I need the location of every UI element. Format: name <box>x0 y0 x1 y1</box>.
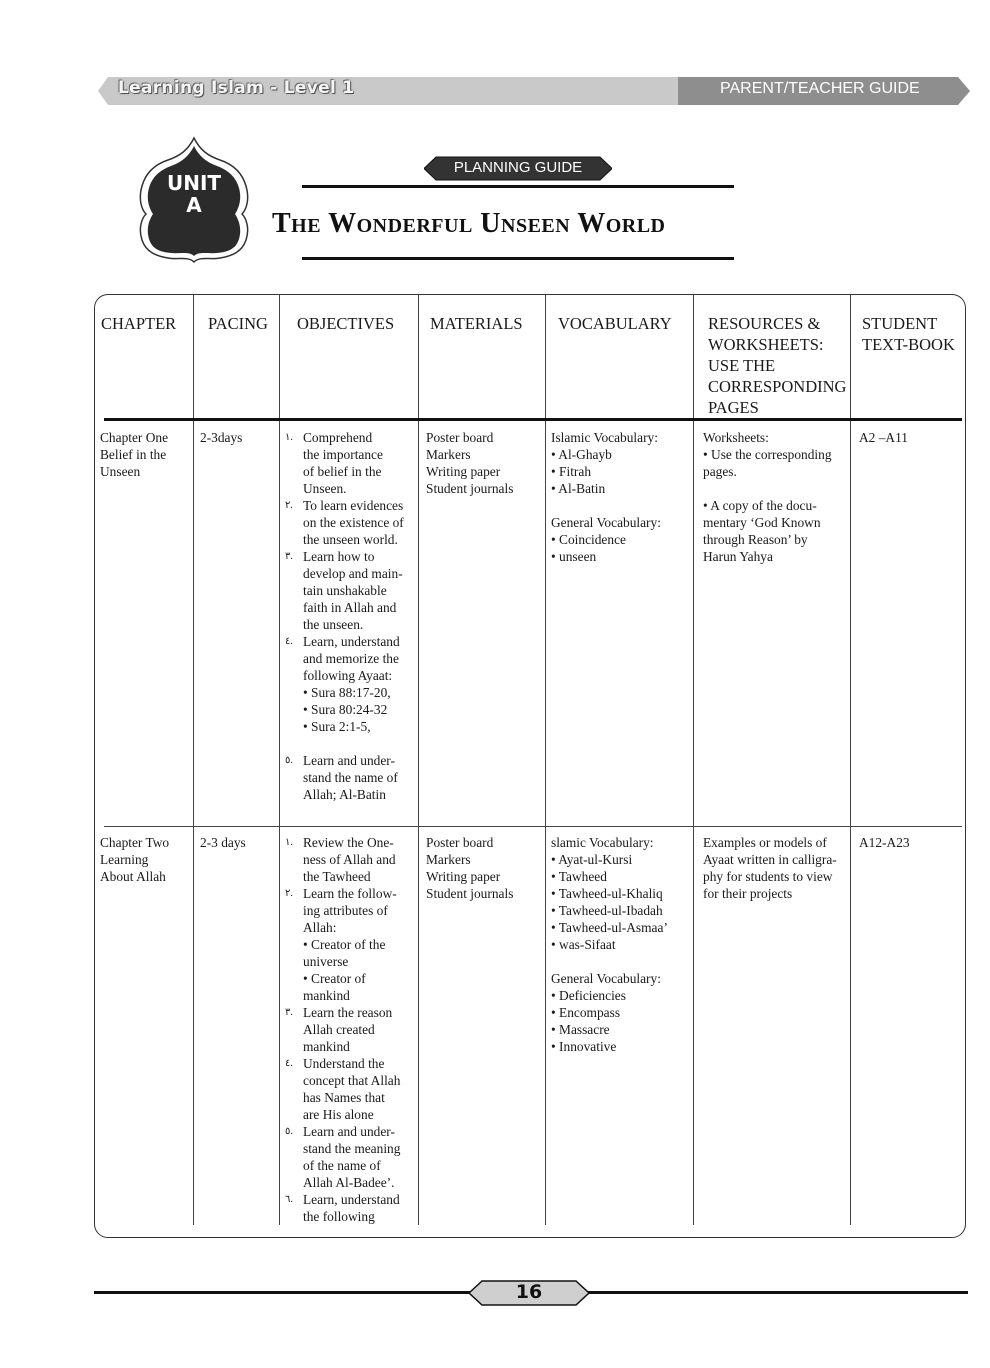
objective-item: ١. Review the One- ness of Allah and the Tawheed <box>285 835 396 884</box>
col-divider <box>418 295 419 1225</box>
page-title: The Wonderful Unseen World <box>272 208 666 239</box>
header-student-textbook: STUDENT TEXT-BOOK <box>862 314 955 354</box>
col-divider <box>693 295 694 1225</box>
objective-item: ٥. Learn and under- stand the meaning of the name of Allah Al-Badee’. <box>285 1124 401 1190</box>
header-resources: RESOURCES & WORKSHEETS: USE THE CORRESPONDING PAGES <box>708 314 847 417</box>
objective-item: ٥. Learn and under- stand the name of Allah; Al-Batin <box>285 753 398 802</box>
row2-textbook: A12-A23 <box>859 835 910 850</box>
header-vocabulary: VOCABULARY <box>558 314 672 333</box>
row1-vocabulary: Islamic Vocabulary: • Al-Ghayb • Fitrah • Al-Batin General Vocabulary: • Coincidence • unseen <box>551 430 661 564</box>
header-rule <box>104 418 962 421</box>
row1-resources: Worksheets: • Use the corresponding pages. • A copy of the docu- mentary ‘God Known through Reason’ by Harun Yahya <box>703 430 832 564</box>
row2-resources: Examples or models of Ayaat written in calligra- phy for students to view for their projects <box>703 835 837 901</box>
col-divider <box>193 295 194 1225</box>
row1-chapter: Chapter One Belief in the Unseen <box>100 430 169 479</box>
planning-guide-label: PLANNING GUIDE <box>453 159 583 176</box>
header-objectives: OBJECTIVES <box>297 314 395 333</box>
page-number: 16 <box>515 1281 543 1303</box>
row2-chapter: Chapter Two Learning About Allah <box>100 835 170 884</box>
title-rule-top <box>302 185 734 188</box>
row2-vocabulary: slamic Vocabulary: • Ayat-ul-Kursi • Tawheed • Tawheed-ul-Khaliq • Tawheed-ul-Ibadah • Tawheed-ul-Asmaa’ • was-Sifaat General Vocabulary: • Deficiencies • Encompass • Massacre • Innovative <box>551 835 668 1054</box>
col-divider <box>279 295 280 1225</box>
unit-label: UNIT A <box>166 171 222 217</box>
objective-item: ٣. Learn how to develop and main- tain unshakable faith in Allah and the unseen. <box>285 549 403 632</box>
objective-item: ٢. To learn evidences on the existence of the unseen world. <box>285 498 404 547</box>
header-pacing: PACING <box>208 314 268 333</box>
objective-item: ١. Comprehend the importance of belief in the Unseen. <box>285 430 383 496</box>
row2-materials: Poster board Markers Writing paper Student journals <box>426 835 514 901</box>
objective-item: ٤. Understand the concept that Allah has Names that are His alone <box>285 1056 401 1122</box>
row1-pacing: 2-3days <box>200 430 243 445</box>
objective-item: ٦. Learn, understand the following <box>285 1192 400 1224</box>
row1-materials: Poster board Markers Writing paper Student journals <box>426 430 514 496</box>
objective-item: ٤. Learn, understand and memorize the following Ayaat: • Sura 88:17-20, • Sura 80:24-32 • Sura 2:1-5, <box>285 634 400 734</box>
title-rule-bottom <box>302 257 734 260</box>
col-divider <box>545 295 546 1225</box>
objective-item: ٢. Learn the follow- ing attributes of Allah: • Creator of the universe • Creator of mankind <box>285 886 397 1003</box>
col-divider <box>850 295 851 1225</box>
row2-pacing: 2-3 days <box>200 835 246 850</box>
objective-item: ٣. Learn the reason Allah created mankind <box>285 1005 393 1054</box>
row1-objectives <box>283 429 417 803</box>
header-chapter: CHAPTER <box>101 314 177 333</box>
row1-textbook: A2 –A11 <box>859 430 908 445</box>
guide-label: PARENT/TEACHER GUIDE <box>720 80 920 97</box>
book-title: Learning Islam - Level 1 <box>118 78 355 98</box>
row2-objectives <box>283 834 417 1225</box>
header-materials: MATERIALS <box>430 314 523 333</box>
row-divider <box>104 826 962 827</box>
